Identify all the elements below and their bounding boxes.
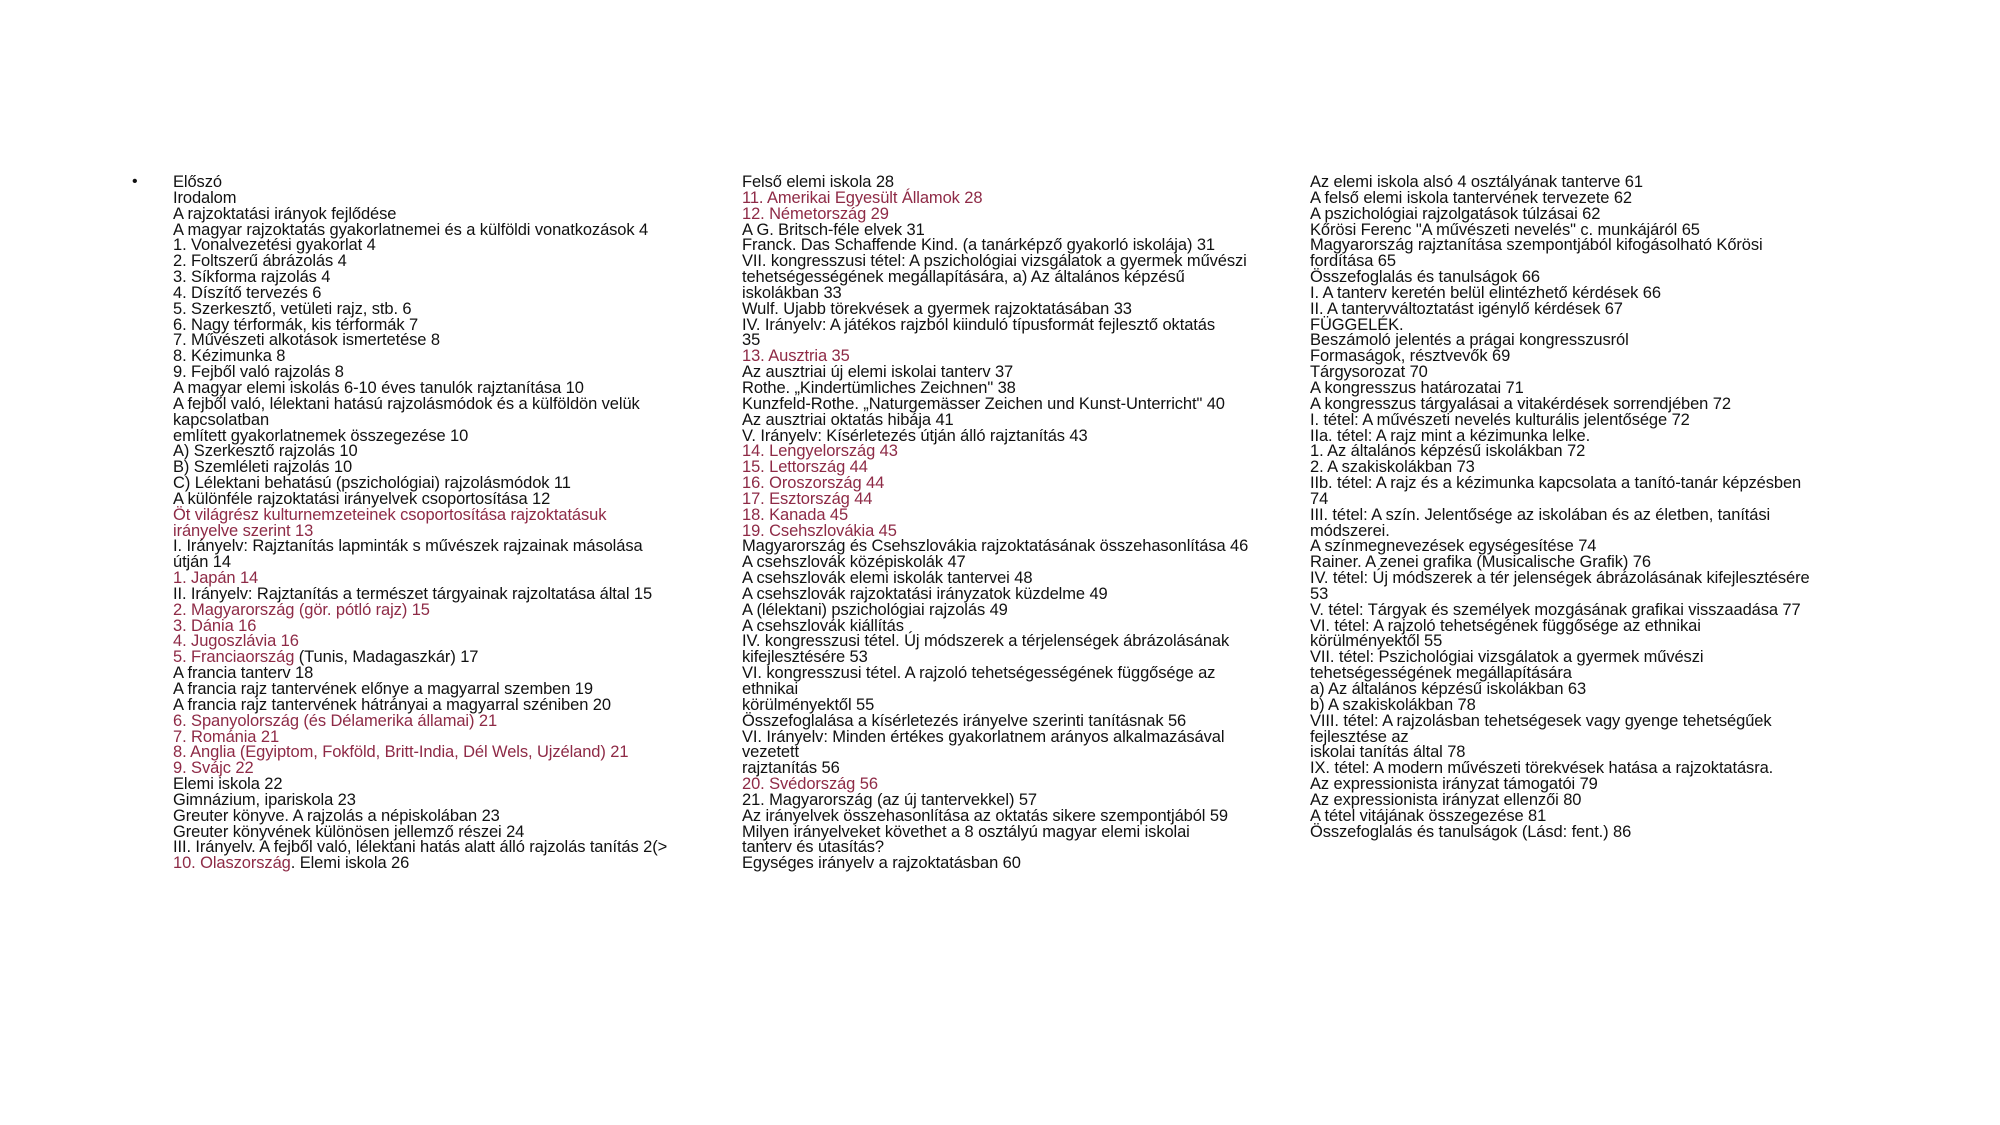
toc-line-text: Összefoglalása a kísérletezés irányelve szerinti tanításnak 56: [742, 711, 1187, 730]
toc-line-highlighted-text: 7. Románia 21: [173, 727, 280, 746]
toc-line-highlighted-text: 4. Jugoszlávia 16: [173, 632, 299, 651]
toc-line-highlighted-text: 14. Lengyelország 43: [742, 442, 898, 461]
toc-line-highlighted-text: 10. Olaszország: [173, 854, 291, 873]
toc-line-text: VI. Irányelv: Minden értékes gyakorlatnem arányos alkalmazásával: [742, 727, 1225, 746]
toc-line-text: Irodalom: [173, 188, 237, 207]
toc-line-text: körülményektől 55: [742, 695, 875, 714]
toc-line-text: VI. kongresszusi tétel. A rajzoló tehetségességének függősége az: [742, 664, 1216, 683]
toc-line-text: Rothe. „Kindertümliches Zeichnen" 38: [742, 378, 1016, 397]
toc-line-text: Az elemi iskola alsó 4 osztályának tanterve 61: [1310, 173, 1643, 191]
toc-line-text: A magyar elemi iskolás 6-10 éves tanulók rajztanítása 10: [173, 378, 584, 397]
toc-line-text: A (lélektani) pszichológiai rajzolás 49: [742, 600, 1008, 619]
toc-line: [742, 666, 1287, 682]
toc-line-text: módszerei.: [1310, 521, 1390, 540]
toc-line-text: IIb. tétel: A rajz és a kézimunka kapcsolata a tanító-tanár képzésben: [1310, 474, 1802, 493]
toc-line-text: 21. Magyarország (az új tantervekkel) 57: [742, 790, 1037, 809]
toc-line-text: vezetett: [742, 743, 799, 762]
toc-line-text: ethnikai: [742, 680, 799, 698]
toc-line-highlighted-text: 9. Svájc 22: [173, 759, 254, 778]
toc-line-text: Beszámoló jelentés a prágai kongresszusról: [1310, 331, 1629, 350]
toc-line-text: V. Irányelv: Kísérletezés útján álló rajztanítás 43: [742, 426, 1088, 445]
toc-line-highlighted-text: irányelve szerint 13: [173, 521, 314, 540]
toc-line-text: Greuter könyve. A rajzolás a népiskolában 23: [173, 806, 500, 825]
toc-line-highlighted-text: 2. Magyarország (gör. pótló rajz) 15: [173, 600, 430, 619]
toc-line-text: I. Irányelv: Rajztanítás lapminták s művészek rajzainak másolása: [173, 537, 643, 556]
toc-line-text: Az irányelvek összehasonlítása az oktatás sikere szempontjából 59: [742, 806, 1229, 825]
toc-line-text: I. tétel: A művészeti nevelés kulturális jelentősége 72: [1310, 410, 1690, 429]
toc-line-text: Összefoglalás és tanulságok 66: [1310, 268, 1540, 287]
toc-line-text: iskolákban 33: [742, 283, 842, 302]
toc-line-text: A tétel vitájának összegezése 81: [1310, 806, 1547, 825]
toc-line-text: Greuter könyvének különösen jellemző részei 24: [173, 822, 525, 841]
toc-line-text: IV. kongresszusi tétel. Új módszerek a térjelenségek ábrázolásának: [742, 632, 1230, 651]
toc-line-text: 5. Szerkesztő, vetületi rajz, stb. 6: [173, 299, 412, 318]
toc-line-text: A) Szerkesztő rajzolás 10: [173, 442, 358, 461]
toc-line-highlighted-text: 8. Anglia (Egyiptom, Fokföld, Britt-India, Dél Wels, Ujzéland) 21: [173, 743, 629, 762]
toc-line-text: VII. kongresszusi tétel: A pszichológiai vizsgálatok a gyermek művészi: [742, 252, 1247, 271]
toc-line-text: 1. Az általános képzésű iskolákban 72: [1310, 442, 1586, 461]
toc-line: [742, 856, 1287, 872]
toc-line-text: IIa. tétel: A rajz mint a kézimunka lelke.: [1310, 426, 1591, 445]
toc-line: [1310, 476, 1850, 492]
toc-line-text: A különféle rajzoktatási irányelvek csoportosítása 12: [173, 489, 551, 508]
toc-line-highlighted-text: 17. Esztország 44: [742, 489, 873, 508]
toc-line-text: Milyen irányelveket követhet a 8 osztályú magyar elemi iskolai: [742, 822, 1190, 841]
toc-line-text: 9. Fejből való rajzolás 8: [173, 363, 344, 382]
toc-line-text: IV. tétel: Új módszerek a tér jelenségek ábrázolásának kifejlesztésére: [1310, 569, 1810, 588]
toc-line-text: A pszichológiai rajzolgatások túlzásai 62: [1310, 204, 1601, 223]
toc-line-text: II. A tantervváltoztatást igénylő kérdések 67: [1310, 299, 1623, 318]
toc-line-text: IX. tétel: A modern művészeti törekvések hatása a rajzoktatásra.: [1310, 759, 1774, 778]
toc-line-highlighted-text: 1. Japán 14: [173, 569, 259, 588]
toc-line: [742, 315, 1287, 334]
toc-line-text: kapcsolatban: [173, 410, 270, 429]
toc-line-text: Elemi iskola 22: [173, 775, 283, 794]
toc-line: [173, 856, 713, 872]
toc-line-text: VII. tétel: Pszichológiai vizsgálatok a gyermek művészi: [1310, 648, 1704, 667]
toc-line-text: A csehszlovák rajzoktatási irányzatok küzdelme 49: [742, 584, 1108, 603]
toc-line-text: A felső elemi iskola tantervének tervezete 62: [1310, 188, 1633, 207]
toc-line-text: a) Az általános képzésű iskolákban 63: [1310, 680, 1587, 698]
toc-line-highlighted-text: 3. Dánia 16: [173, 616, 257, 635]
toc-line-text: b) A szakiskolákban 78: [1310, 695, 1476, 714]
toc-line-text: fordítása 65: [1310, 252, 1396, 271]
toc-line-suffix: (Tunis, Madagaszkár) 17: [294, 648, 479, 667]
toc-line-text: 1. Vonalvezetési gyakorlat 4: [173, 236, 376, 255]
toc-line-text: III. Irányelv. A fejből való, lélektani hatás alatt álló rajzolás tanítás 2(>: [173, 838, 668, 857]
toc-line-text: körülményektől 55: [1310, 632, 1443, 651]
toc-line-highlighted-text: 16. Oroszország 44: [742, 474, 885, 493]
toc-line-text: C) Lélektani behatású (pszichológiai) rajzolásmódok 11: [173, 474, 571, 493]
toc-line-text: 4. Díszítő tervezés 6: [173, 283, 322, 302]
toc-line-text: A G. Britsch-féle elvek 31: [742, 220, 925, 239]
toc-line-text: Gimnázium, ipariskola 23: [173, 790, 356, 809]
toc-line-text: említett gyakorlatnemek összegezése 10: [173, 426, 469, 445]
toc-line: [173, 745, 713, 761]
toc-line-text: 3. Síkforma rajzolás 4: [173, 268, 331, 287]
toc-line-suffix: . Elemi iskola 26: [290, 854, 410, 873]
toc-line-text: IV. Irányelv: A játékos rajzból kiinduló típusformát fejlesztő oktatás: [742, 315, 1215, 334]
toc-line-text: Tárgysorozat 70: [1310, 363, 1428, 382]
toc-line-text: 35: [742, 331, 761, 350]
toc-line-highlighted-text: 18. Kanada 45: [742, 505, 849, 524]
toc-line-highlighted-text: 12. Németország 29: [742, 204, 889, 223]
toc-line-text: FÜGGELÉK.: [1310, 315, 1404, 334]
toc-line-text: Egységes irányelv a rajzoktatásban 60: [742, 854, 1021, 873]
toc-line-highlighted-text: Öt világrész kulturnemzeteinek csoportosítása rajzoktatásuk: [173, 505, 607, 524]
toc-line-highlighted-text: 20. Svédország 56: [742, 775, 878, 794]
toc-line-text: 74: [1310, 489, 1329, 508]
toc-line-text: iskolai tanítás által 78: [1310, 743, 1466, 762]
toc-line-text: Az expressionista irányzat ellenzői 80: [1310, 790, 1582, 809]
toc-line-text: 8. Kézimunka 8: [173, 347, 286, 366]
toc-line-highlighted-text: 13. Ausztria 35: [742, 347, 850, 366]
toc-line-text: Formaságok, résztvevők 69: [1310, 347, 1511, 366]
toc-line-text: A kongresszus határozatai 71: [1310, 378, 1524, 397]
toc-line-text: 53: [1310, 584, 1329, 603]
bullet-marker: •: [132, 173, 138, 190]
toc-line-text: A színmegnevezések egységesítése 74: [1310, 537, 1597, 556]
toc-line-text: A fejből való, lélektani hatású rajzolásmódok és a külföldön velük: [173, 394, 640, 413]
toc-line-text: Összefoglalás és tanulságok (Lásd: fent.) 86: [1310, 822, 1632, 841]
toc-line-text: kifejlesztésére 53: [742, 648, 868, 667]
toc-line-text: Az expressionista irányzat támogatói 79: [1310, 775, 1598, 794]
toc-line-highlighted-text: 15. Lettország 44: [742, 458, 868, 477]
toc-line-text: Előszó: [173, 173, 222, 191]
toc-column-2: [742, 175, 1287, 872]
toc-line-text: rajztanítás 56: [742, 759, 840, 778]
toc-line: [173, 539, 713, 555]
toc-line-text: A csehszlovák kiállítás: [742, 616, 904, 635]
toc-line-text: III. tétel: A szín. Jelentősége az iskolában és az életben, tanítási: [1310, 505, 1771, 524]
toc-line-text: tehetségességének megállapítására, a) Az általános képzésű: [742, 268, 1185, 287]
toc-line-text: Kőrösi Ferenc "A művészeti nevelés" c. munkájáról 65: [1310, 220, 1700, 239]
toc-line-highlighted-text: 5. Franciaország: [173, 648, 295, 667]
toc-line-text: A francia rajz tantervének hátrányai a magyarral széniben 20: [173, 695, 611, 714]
toc-line-text: 6. Nagy térformák, kis térformák 7: [173, 315, 419, 334]
toc-line-text: 2. A szakiskolákban 73: [1310, 458, 1475, 477]
toc-line-text: 7. Művészeti alkotások ismertetése 8: [173, 331, 440, 350]
toc-line: [742, 727, 1287, 746]
toc-line-text: Az ausztriai új elemi iskolai tanterv 37: [742, 363, 1014, 382]
toc-line-text: A csehszlovák középiskolák 47: [742, 553, 966, 572]
toc-line-text: tanterv és utasítás?: [742, 838, 884, 857]
toc-line-text: A francia rajz tantervének előnye a magyarral szemben 19: [173, 680, 593, 698]
toc-line-highlighted-text: 11. Amerikai Egyesült Államok 28: [742, 188, 983, 207]
toc-line-text: tehetségességének megállapítására: [1310, 664, 1572, 683]
toc-line: [1310, 822, 1850, 841]
toc-line-text: útján 14: [173, 553, 231, 572]
toc-line-text: Felső elemi iskola 28: [742, 173, 894, 191]
toc-line-text: Az ausztriai oktatás hibája 41: [742, 410, 954, 429]
toc-line-text: fejlesztése az: [1310, 727, 1409, 746]
toc-line-text: 2. Foltszerű ábrázolás 4: [173, 252, 347, 271]
toc-line-highlighted-text: 19. Csehszlovákia 45: [742, 521, 897, 540]
toc-line-text: A francia tanterv 18: [173, 664, 314, 683]
toc-line-text: VIII. tétel: A rajzolásban tehetségesek vagy gyenge tehetségűek: [1310, 711, 1772, 730]
toc-line-text: Franck. Das Schaffende Kind. (a tanárképző gyakorló iskolája) 31: [742, 236, 1215, 255]
toc-line-text: A rajzoktatási irányok fejlődése: [173, 204, 397, 223]
toc-line-text: Magyarország rajztanítása szempontjából kifogásolható Kőrösi: [1310, 236, 1763, 255]
toc-line-text: V. tétel: Tárgyak és személyek mozgásának grafikai visszaadása 77: [1310, 600, 1801, 619]
toc-line-text: Kunzfeld-Rothe. „Naturgemässer Zeichen und Kunst-Unterricht" 40: [742, 394, 1225, 413]
toc-line-text: Wulf. Ujabb törekvések a gyermek rajzoktatásában 33: [742, 299, 1132, 318]
toc-column-3: [1310, 175, 1850, 840]
toc-column-1: [173, 175, 713, 872]
toc-line-highlighted-text: 6. Spanyolország (és Délamerika államai) 21: [173, 711, 498, 730]
toc-line-text: I. A tanterv keretén belül elintézhető kérdések 66: [1310, 283, 1661, 302]
toc-line-text: A csehszlovák elemi iskolák tantervei 48: [742, 569, 1033, 588]
toc-line-text: VI. tétel: A rajzoló tehetségének függősége az ethnikai: [1310, 616, 1701, 635]
toc-line-text: A kongresszus tárgyalásai a vitakérdések sorrendjében 72: [1310, 394, 1731, 413]
toc-line: [173, 175, 713, 191]
toc-line: [1310, 571, 1850, 587]
toc-line: [1310, 505, 1850, 524]
toc-line-text: Rainer. A zenei grafika (Musicalische Grafik) 76: [1310, 553, 1651, 572]
toc-line-text: A magyar rajzoktatás gyakorlatnemei és a külföldi vonatkozások 4: [173, 220, 649, 239]
toc-line-text: B) Szemléleti rajzolás 10: [173, 458, 353, 477]
toc-line-text: Magyarország és Csehszlovákia rajzoktatásának összehasonlítása 46: [742, 537, 1249, 556]
toc-line-text: II. Irányelv: Rajztanítás a természet tárgyainak rajzoltatása által 15: [173, 584, 653, 603]
